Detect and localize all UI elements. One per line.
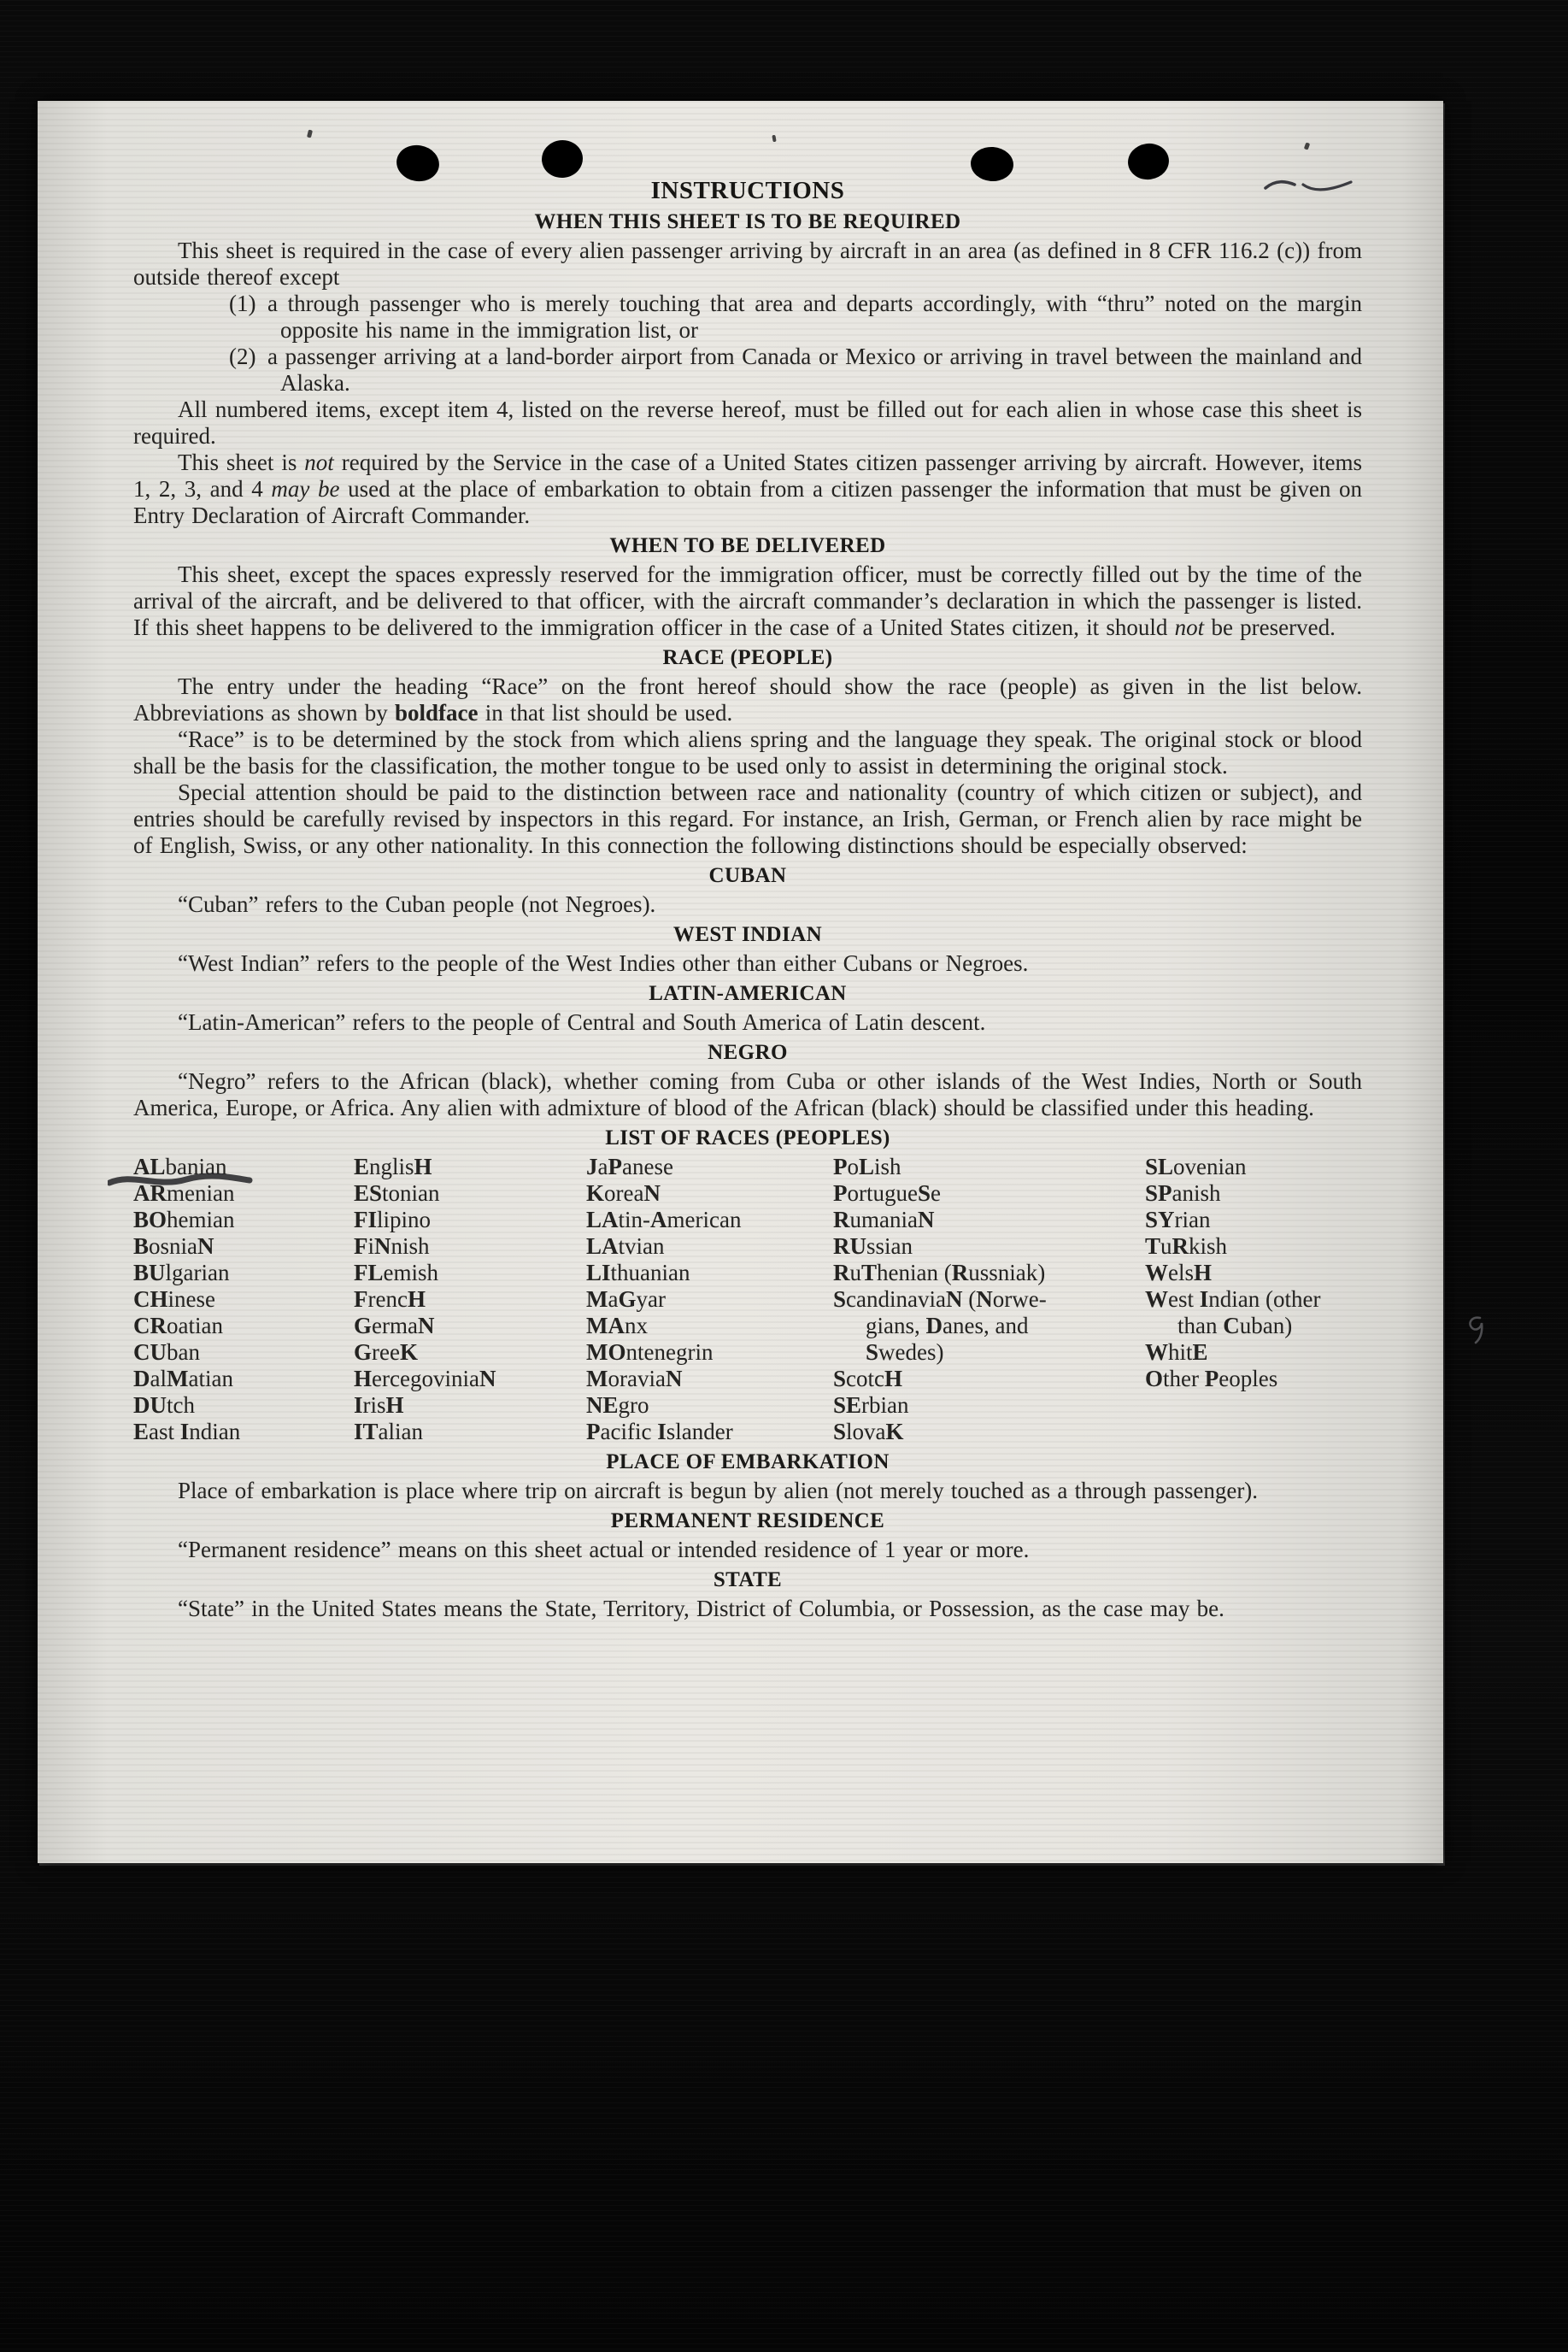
race-entry: KoreaN [586,1180,661,1206]
paragraph: “Latin-American” refers to the people of Central and South America of Latin descent. [178,1009,986,1035]
race-entry: ScandinaviaN (Norwe- [833,1286,1047,1312]
race-entry: DalMatian [133,1366,233,1391]
race-entry: FiNnish [354,1233,430,1259]
race-entry: Swedes) [866,1339,944,1365]
paragraph: “Permanent residence” means on this sheet actual or intended residence of 1 year or more. [178,1537,1030,1562]
handwritten-strike-mark [108,1169,253,1195]
numbered-item: (1) a through passenger who is merely touching that area and departs accordingly, with “thru” noted on the margin opposite his name in the immigration list, or [229,291,1362,343]
paragraph: Special attention should be paid to the distinction between race and nationality (country of which citizen or subject), and entries should be carefully revised by inspectors in this regard. For instance, an Irish, German, or French alien by race might be of English, Swiss, or any other nationality. In this connection the following distinctions should be especially observed: [133,779,1362,858]
race-entry: GermaN [354,1313,435,1338]
race-entry: HercegoviniaN [354,1366,496,1391]
race-entry: SlovaK [833,1419,904,1444]
race-entry: East Indian [133,1419,241,1444]
races-column [586,1154,833,1445]
race-entry: SLovenian [1145,1154,1247,1179]
race-entry: West Indian (other [1145,1286,1321,1312]
race-entry: FLemish [354,1260,439,1285]
item-number: (1) [229,291,256,316]
stray-ink-mark [1463,1313,1489,1347]
paragraph: “Race” is to be determined by the stock from which aliens spring and the language they speak. The original stock or blood shall be the basis for the classification, the mother tongue to be used only to assist in determining the original stock. [133,726,1362,779]
races-column [833,1154,1145,1445]
section-heading: WHEN TO BE DELIVERED [609,534,886,557]
section-heading: NEGRO [708,1041,788,1064]
race-entry: RumaniaN [833,1207,935,1232]
ink-speck [1304,142,1310,150]
section-heading: PLACE OF EMBARKATION [606,1450,890,1473]
race-entry: ARmenian [133,1180,235,1206]
race-entry: LAtin-American [586,1207,742,1232]
race-entry: RUssian [833,1233,913,1259]
races-list [133,1154,1362,1445]
race-entry: BUlgarian [133,1260,230,1285]
paragraph: This sheet is not required by the Service in the case of a United States citizen passenger arriving by aircraft. However, items 1, 2, 3, and 4 may be used at the place of embarkation to obtain from a citizen passenger the information that must be given on Entry Declaration of Aircraft Commander. [133,450,1363,528]
race-entry: MOntenegrin [586,1339,714,1365]
race-entry: MaGyar [586,1286,666,1312]
race-entry: MAnx [586,1313,648,1338]
race-entry: MoraviaN [586,1366,683,1391]
paragraph: “Cuban” refers to the Cuban people (not Negroes). [178,891,656,917]
race-entry: Pacific Islander [586,1419,733,1444]
section-heading: LATIN-AMERICAN [649,982,847,1005]
section-heading: LIST OF RACES (PEOPLES) [605,1126,890,1150]
race-entry: IrisH [354,1392,404,1418]
paragraph: Place of embarkation is place where trip on aircraft is begun by alien (not merely touched as a through passenger). [178,1478,1259,1503]
race-entry: EnglisH [354,1154,432,1179]
race-entry: BOhemian [133,1207,235,1232]
race-entry: SPanish [1145,1180,1221,1206]
section-heading: PERMANENT RESIDENCE [610,1509,885,1532]
race-entry: CHinese [133,1286,215,1312]
race-entry: BosniaN [133,1233,214,1259]
race-entry: WelsH [1145,1260,1213,1285]
race-entry: FIlipino [354,1207,432,1232]
section-heading: STATE [713,1568,783,1591]
race-entry: than Cuban) [1177,1313,1293,1338]
document-blocks [133,209,1362,1622]
item-number: (2) [229,344,256,369]
paragraph: “Negro” refers to the African (black), whether coming from Cuba or other islands of the West Indies, North or South America, Europe, or Africa. Any alien with admixture of blood of the African (black) should be classified under this heading. [133,1068,1362,1120]
race-entry: FrencH [354,1286,426,1312]
document-content [133,176,1362,1622]
race-entry: SYrian [1145,1207,1211,1232]
race-entry: CRoatian [133,1313,223,1338]
hole-punch-mark [540,138,584,180]
race-entry: WhitE [1145,1339,1208,1365]
race-entry: NEgro [586,1392,649,1418]
paragraph: This sheet is required in the case of every alien passenger arriving by aircraft in an area (as defined in 8 CFR 116.2 (c)) from outside thereof except [133,238,1362,290]
paragraph: “State” in the United States means the State, Territory, District of Columbia, or Possession, as the case may be. [178,1596,1224,1621]
numbered-item: (2) a passenger arriving at a land-border airport from Canada or Mexico or arriving in travel between the mainland and Alaska. [229,344,1362,396]
race-entry: Other Peoples [1145,1366,1278,1391]
paragraph: This sheet, except the spaces expressly reserved for the immigration officer, must be correctly filled out by the time of the arrival of the aircraft, and be delivered to that officer, with the aircraft commander’s declaration in which the passenger is listed. If this sheet happens to be delivered to the immigration officer in the case of a United States citizen, it should not be preserved. [133,562,1362,640]
race-entry: LAtvian [586,1233,665,1259]
document-sheet [38,101,1443,1863]
race-entry: ALbanian [133,1154,227,1179]
race-entry: PoLish [833,1154,901,1179]
race-entry: LIthuanian [586,1260,690,1285]
race-entry: JaPanese [586,1154,673,1179]
section-heading: WHEN THIS SHEET IS TO BE REQUIRED [534,210,961,233]
race-entry: PortugueSe [833,1180,941,1206]
race-entry: EStonian [354,1180,440,1206]
document-title: INSTRUCTIONS [650,177,845,204]
paragraph: “West Indian” refers to the people of the West Indies other than either Cubans or Negroes. [178,950,1029,976]
races-column [133,1154,354,1445]
section-heading: RACE (PEOPLE) [662,646,833,669]
ink-speck [772,135,776,143]
paragraph: The entry under the heading “Race” on the front hereof should show the race (people) as given in the list below. Abbreviations as shown by boldface in that list should be used. [133,673,1362,726]
section-heading: CUBAN [708,864,787,887]
race-entry: RuThenian (Russniak) [833,1260,1046,1285]
section-heading: WEST INDIAN [672,923,823,946]
race-entry: TuRkish [1145,1233,1228,1259]
race-entry: SErbian [833,1392,909,1418]
races-column [354,1154,586,1445]
races-column [1145,1154,1362,1445]
race-entry: GreeK [354,1339,418,1365]
race-entry: DUtch [133,1392,195,1418]
race-entry: ScotcH [833,1366,903,1391]
race-entry: gians, Danes, and [866,1313,1029,1338]
paragraph: All numbered items, except item 4, listed on the reverse hereof, must be filled out for each alien in whose case this sheet is required. [133,397,1362,449]
ink-speck [307,130,313,138]
race-entry: CUban [133,1339,200,1365]
race-entry: ITalian [354,1419,424,1444]
